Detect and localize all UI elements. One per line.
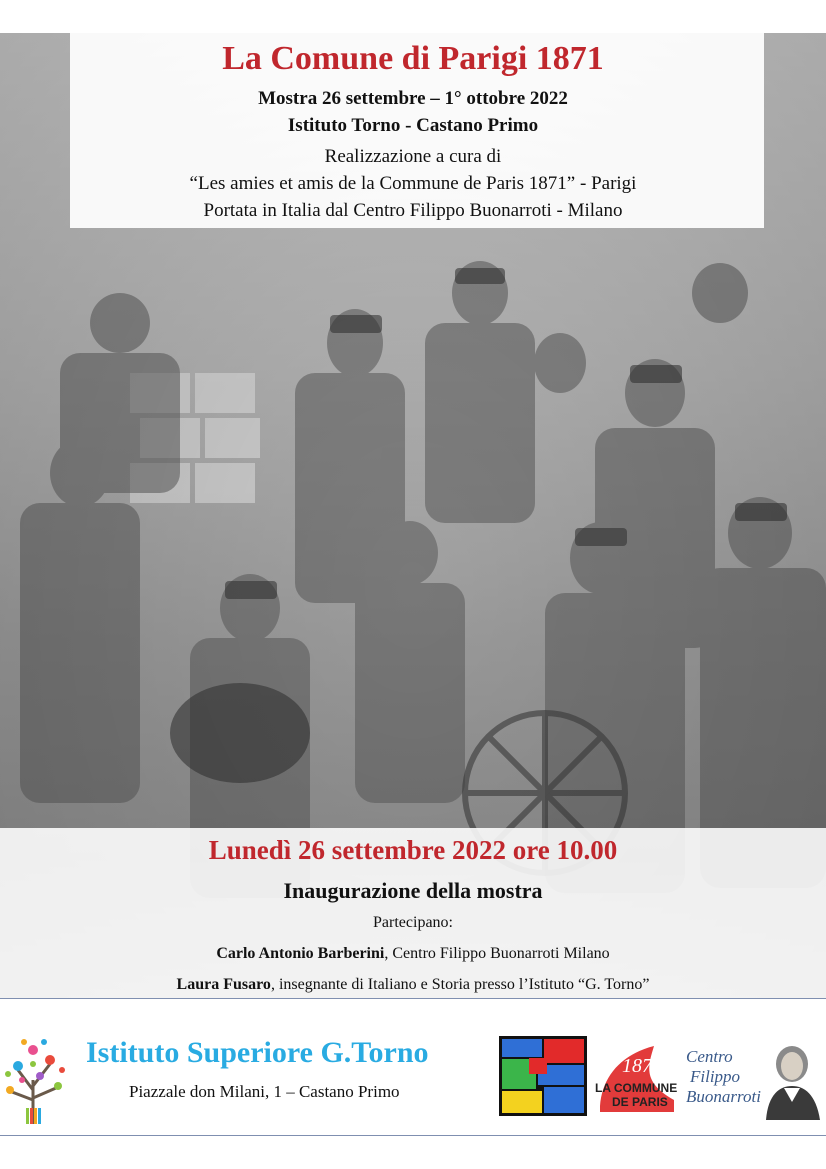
participant-2-role: , insegnante di Italiano e Storia presso l’Istituto “G. Torno” — [270, 976, 650, 993]
event-title: Inaugurazione della mostra — [283, 878, 543, 903]
participant-1 — [0, 945, 826, 963]
centro-logo-line1: Centro — [686, 1047, 733, 1066]
exhibition-venue: Istituto Torno - Castano Primo — [287, 115, 539, 136]
participant-1-name: Carlo Antonio Barberini — [216, 945, 385, 962]
centro-logo-line3: Buonarroti — [686, 1087, 761, 1106]
participants-label: Partecipano: — [373, 914, 453, 931]
curated-intro: Realizzazione a cura di — [324, 146, 502, 167]
school-tree-logo — [0, 1020, 70, 1128]
brought-by: Portata in Italia dal Centro Filippo Buonarroti - Milano — [203, 200, 623, 221]
centro-buonarroti-logo — [680, 1036, 826, 1120]
puzzle-logo — [499, 1036, 587, 1116]
centro-logo-line2: Filippo — [690, 1067, 741, 1086]
commune-de-paris-logo — [592, 1036, 678, 1118]
exhibition-dates: Mostra 26 settembre – 1° ottobre 2022 — [258, 88, 568, 109]
participant-2 — [0, 976, 826, 994]
commune-logo-line1: LA COMMUNE — [595, 1081, 678, 1095]
curated-by: “Les amies et amis de la Commune de Paris 1871” - Parigi — [189, 173, 637, 194]
commune-logo-year: 1871 — [622, 1055, 662, 1077]
participant-1-role: , Centro Filippo Buonarroti Milano — [384, 945, 610, 962]
event-datetime: Lunedì 26 settembre 2022 ore 10.00 — [208, 835, 618, 865]
participant-2-name: Laura Fusaro — [176, 976, 271, 993]
commune-logo-line2: DE PARIS — [612, 1095, 668, 1109]
school-address: Piazzale don Milani, 1 – Castano Primo — [129, 1082, 400, 1101]
exhibition-title: La Comune di Parigi 1871 — [222, 40, 604, 77]
school-name: Istituto Superiore G.Torno — [86, 1036, 429, 1069]
